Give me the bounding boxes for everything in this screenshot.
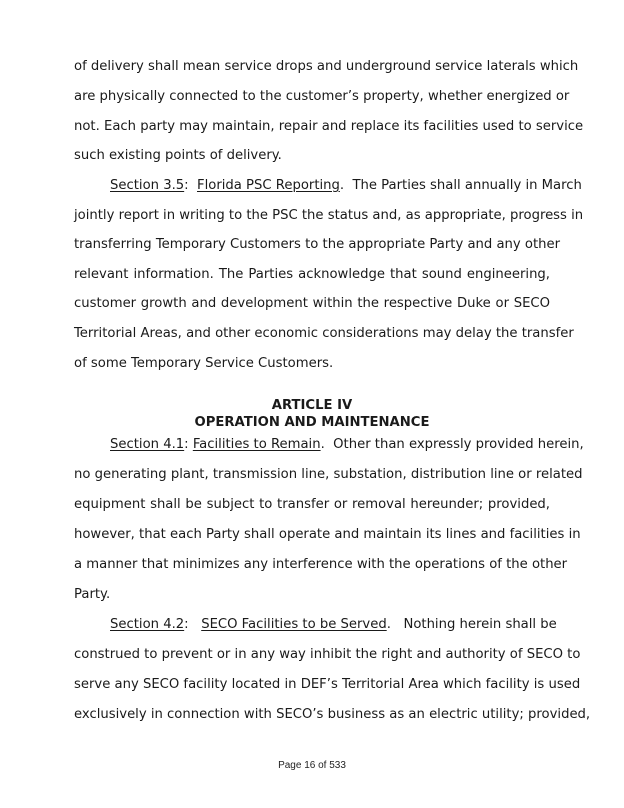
body-line: a manner that minimizes any interference with the operations of the other: [74, 557, 568, 572]
article-title: OPERATION AND MAINTENANCE: [194, 415, 430, 430]
body-line: however, that each Party shall operate and maintain its lines and facilities in: [74, 527, 581, 542]
body-line: serve any SECO facility located in DEF’s Territorial Area which facility is used: [74, 677, 581, 692]
body-line: transferring Temporary Customers to the appropriate Party and any other: [74, 237, 561, 252]
section-title: SECO Facilities to be Served: [201, 617, 387, 632]
body-line: Territorial Areas, and other economic considerations may delay the transfer: [74, 326, 574, 341]
article-label: ARTICLE IV: [271, 398, 353, 413]
body-text: . The Parties shall annually in March: [339, 178, 582, 193]
body-line: such existing points of delivery.: [74, 148, 282, 163]
section-4-1-heading-line: Section 4.1: Facilities to Remain. Other than expressly provided herein,: [110, 437, 584, 452]
section-number: Section 3.5: [110, 178, 185, 193]
body-text: . Nothing herein shall be: [386, 617, 557, 632]
body-line: of delivery shall mean service drops and underground service laterals which: [74, 59, 579, 74]
section-title: Facilities to Remain: [192, 437, 321, 452]
body-line: are physically connected to the customer’s property, whether energized or: [74, 89, 570, 104]
section-4-2-heading-line: Section 4.2: SECO Facilities to be Served. Nothing herein shall be: [110, 617, 557, 632]
body-line: Party.: [74, 587, 111, 602]
section-number: Section 4.2: [110, 617, 185, 632]
body-line: relevant information. The Parties acknowledge that sound engineering,: [74, 267, 550, 282]
body-line: jointly report in writing to the PSC the status and, as appropriate, progress in: [74, 208, 584, 223]
section-3-5-heading-line: Section 3.5: Florida PSC Reporting. The Parties shall annually in March: [110, 178, 582, 193]
body-line: customer growth and development within the respective Duke or SECO: [74, 296, 550, 311]
body-line: no generating plant, transmission line, substation, distribution line or related: [74, 467, 583, 482]
section-number: Section 4.1: [110, 437, 185, 452]
body-text: . Other than expressly provided herein,: [320, 437, 584, 452]
page-number: Page 16 of 533: [278, 760, 346, 771]
body-line: equipment shall be subject to transfer or removal hereunder; provided,: [74, 497, 550, 512]
section-title: Florida PSC Reporting: [197, 178, 340, 193]
body-line: construed to prevent or in any way inhibit the right and authority of SECO to: [74, 647, 581, 662]
body-line: of some Temporary Service Customers.: [74, 356, 334, 371]
body-line: not. Each party may maintain, repair and replace its facilities used to service: [74, 119, 584, 134]
body-line: exclusively in connection with SECO’s business as an electric utility; provided,: [74, 707, 591, 722]
